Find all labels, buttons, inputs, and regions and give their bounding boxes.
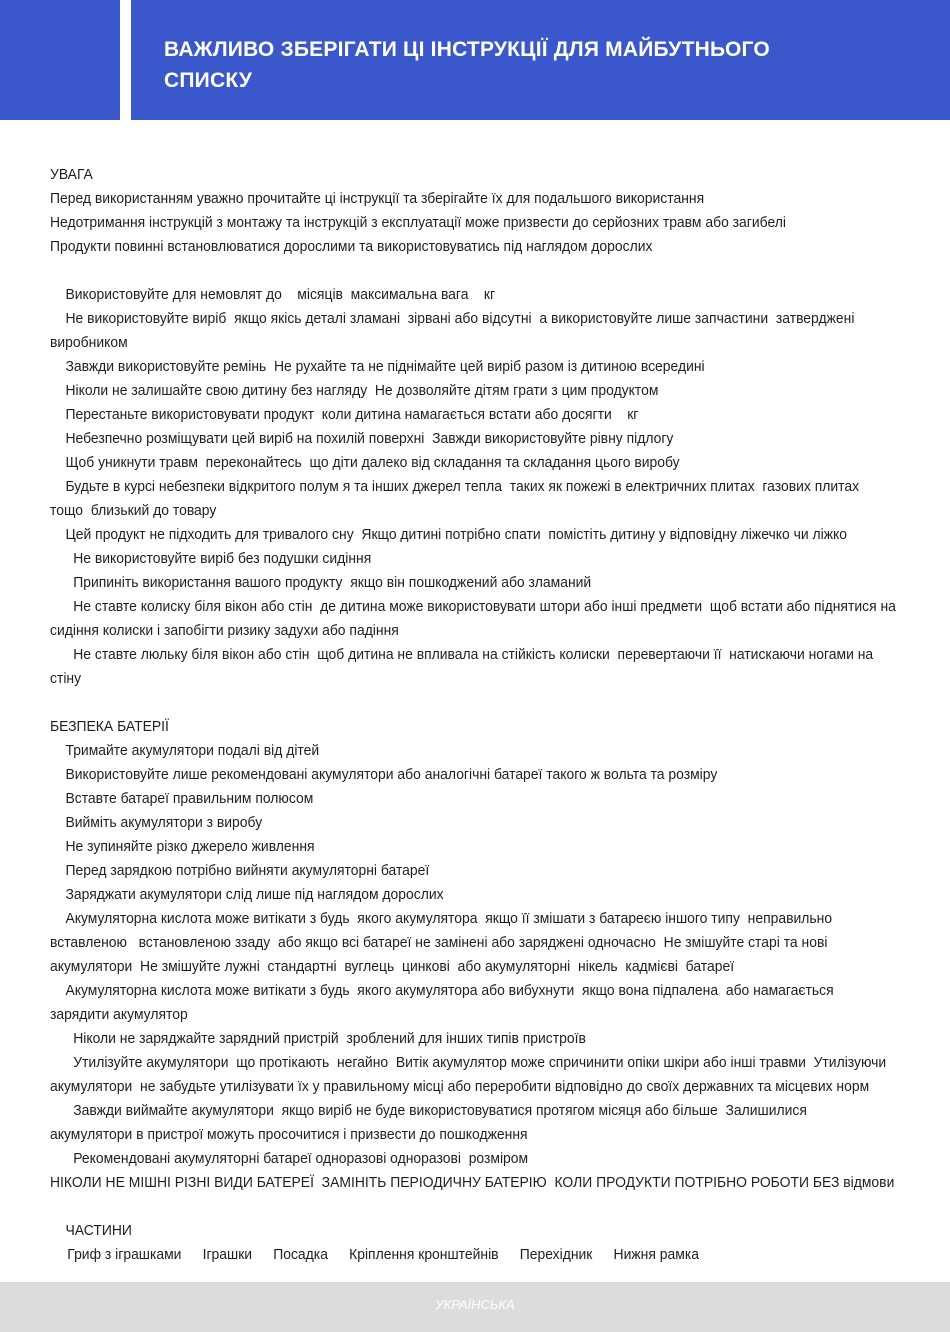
text-line: Не ставте колиску біля вікон або стін де дитина може використовувати штори або інші предмети щоб встати або піднятися на [50,599,896,615]
text-line: Припиніть використання вашого продукту якщо він пошкоджений або зламаний [50,575,592,591]
text-line: Не зупиняйте різко джерело живлення [50,839,315,855]
text-line: Завжди використовуйте ремінь Не рухайте та не піднімайте цей виріб разом із дитиною всередині [50,359,705,375]
part-item: Гриф з іграшками [67,1247,182,1263]
text-line: тощо близький до товару [50,503,217,519]
footer-language-label: УКРАЇНСЬКА [435,1297,515,1312]
text-line: виробником [50,335,128,351]
text-line: Завжди виймайте акумулятори якщо виріб не буде використовуватися протягом місяця або більше Залишилися [50,1103,807,1119]
text-line: акумулятори Не змішуйте лужні стандартні вуглець цинкові або акумуляторні нікель кадмієві батареї [50,959,735,975]
text-line: Акумуляторна кислота може витікати з будь якого акумулятора або вибухнути якщо вона підпалена або намагається [50,983,834,999]
text-line: Цей продукт не підходить для тривалого сну Якщо дитині потрібно спати помістіть дитину у відповідну ліжечко чи ліжко [50,527,847,543]
instructions-body [50,163,896,1267]
text-line: Не ставте люльку біля вікон або стін щоб дитина не впливала на стійкість колиски перевертаючи її натискаючи ногами на [50,647,874,663]
text-line: БЕЗПЕКА БАТЕРІЇ [50,719,169,735]
text-line: Утилізуйте акумулятори що протікають негайно Витік акумулятор може спричинити опіки шкіри або інші травми Утилізуючи [50,1055,887,1071]
text-line: Використовуйте для немовлят до місяців максимальна вага кг [50,287,496,303]
text-line: Рекомендовані акумуляторні батареї одноразові одноразові розміром [50,1151,529,1167]
text-line: Не використовуйте виріб якщо якісь деталі зламані зірвані або відсутні а використовуйте лише запчастини затверджені [50,311,855,327]
text-line: зарядити акумулятор [50,1007,188,1023]
text-line: Ніколи не заряджайте зарядний пристрій зроблений для інших типів пристроїв [50,1031,586,1047]
page-title: ВАЖЛИВО ЗБЕРІГАТИ ЦІ ІНСТРУКЦІЇ ДЛЯ МАЙБУТНЬОГО СПИСКУ [164,38,770,92]
text-line: Використовуйте лише рекомендовані акумулятори або аналогічні батареї такого ж вольта та розміру [50,767,718,783]
header-accent-block [0,0,120,120]
text-line: УВАГА [50,167,93,183]
text-line: акумулятори в пристрої можуть просочитися і призвести до пошкодження [50,1127,528,1143]
text-line: Вставте батареї правильним полюсом [50,791,314,807]
instruction-lines [50,163,896,1243]
text-line: Перед зарядкою потрібно вийняти акумуляторні батареї [50,863,430,879]
part-item: Іграшки [202,1247,253,1263]
text-line: Перестаньте використовувати продукт коли дитина намагається встати або досягти кг [50,407,639,423]
blank-line [50,691,876,715]
blank-line [50,259,876,283]
text-line: Тримайте акумулятори подалі від дітей [50,743,320,759]
text-line: сидіння колиски і запобігти ризику задухи або падіння [50,623,399,639]
text-line: Будьте в курсі небезпеки відкритого полум я та інших джерел тепла таких як пожежі в електричних плитах газових плитах [50,479,860,495]
text-line: Заряджати акумулятори слід лише під наглядом дорослих [50,887,444,903]
text-line: Не використовуйте виріб без подушки сидіння [50,551,372,567]
text-line: Перед використанням уважно прочитайте ці інструкції та зберігайте їх для подальшого використання [50,191,705,207]
text-line: Акумуляторна кислота може витікати з будь якого акумулятора якщо її змішати з батареєю іншого типу неправильно [50,911,833,927]
text-line: НІКОЛИ НЕ МІШНІ РІЗНІ ВИДИ БАТЕРЕЇ ЗАМІНІТЬ ПЕРІОДИЧНУ БАТЕРІЮ КОЛИ ПРОДУКТИ ПОТРІБНО РОБОТИ БЕЗ відмови [50,1175,895,1191]
parts-list [50,1243,876,1267]
text-line: Недотримання інструкцій з монтажу та інструкцій з експлуатації може призвести до серйозних травм або загибелі [50,215,786,231]
footer-bar [0,1282,950,1332]
text-line: стіну [50,671,82,687]
part-item: Посадка [273,1247,328,1263]
part-item: Кріплення кронштейнів [349,1247,499,1263]
text-line: Ніколи не залишайте свою дитину без нагляду Не дозволяйте дітям грати з цим продуктом [50,383,659,399]
part-item: Перехідник [519,1247,593,1263]
part-item: Нижня рамка [613,1247,699,1263]
text-line: Вийміть акумулятори з виробу [50,815,263,831]
text-line: Щоб уникнути травм переконайтесь що діти далеко від складання та складання цього виробу [50,455,680,471]
text-line: вставленою встановленою ззаду або якщо всі батареї не замінені або заряджені одночасно Не змішуйте старі та нові [50,935,828,951]
text-line: акумулятори не забудьте утилізувати їх у правильному місці або переробити відповідно до своїх державних та місцевих норм [50,1079,870,1095]
text-line: ЧАСТИНИ [50,1223,132,1239]
text-line: Небезпечно розміщувати цей виріб на похилій поверхні Завжди використовуйте рівну підлогу [50,431,674,447]
blank-line [50,1195,876,1219]
text-line: Продукти повинні встановлюватися дорослими та використовуватись під наглядом дорослих [50,239,653,255]
